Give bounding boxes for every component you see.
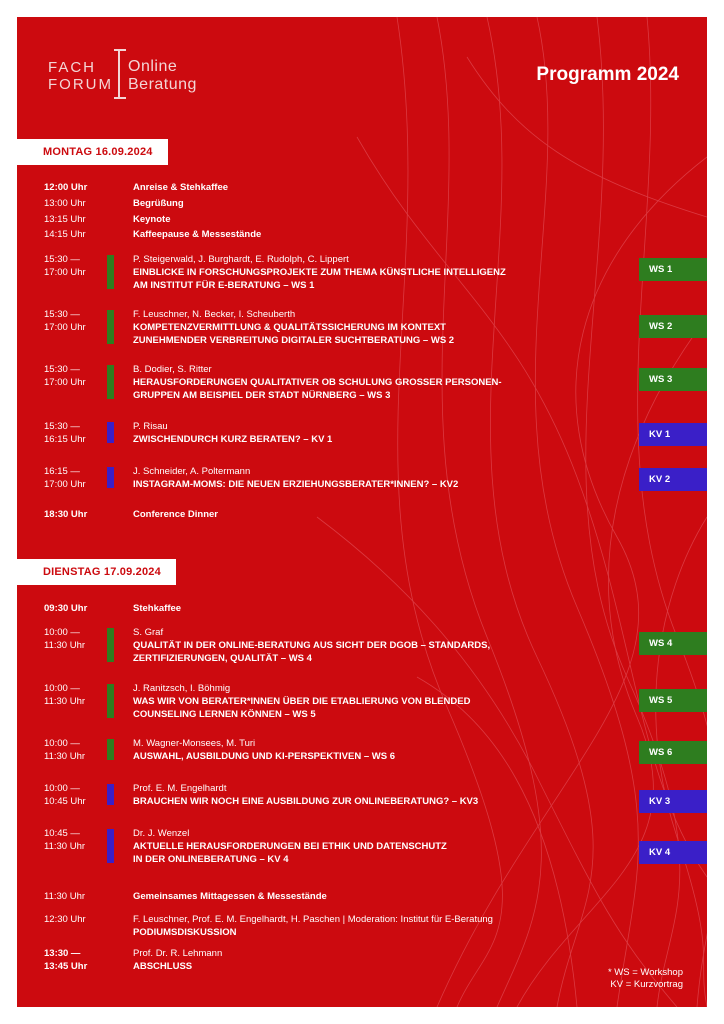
speakers: P. Risau	[133, 421, 168, 432]
time: 13:15 Uhr	[44, 214, 86, 225]
session-title-line: INSTAGRAM-MOMS: DIE NEUEN ERZIEHUNGSBERATER*INNEN? – KV2	[133, 479, 459, 490]
tag-ws1: WS 1	[639, 258, 707, 281]
speakers: Prof. Dr. R. Lehmann	[133, 948, 223, 959]
session-title-line: ZERTIFIZIERUNGEN, QUALITÄT – WS 4	[133, 653, 312, 664]
kurzvortrag-marker	[107, 829, 114, 863]
legend	[608, 967, 683, 991]
logo-text-forum: FORUM	[48, 76, 113, 93]
tag-kv1: KV 1	[639, 423, 707, 446]
time-start: 10:00 —	[44, 783, 80, 794]
tag-kv3: KV 3	[639, 790, 707, 813]
speakers: Prof. E. M. Engelhardt	[133, 783, 227, 794]
session-title-line: HERAUSFORDERUNGEN QUALITATIVER OB SCHULUNG GROSSER PERSONEN-	[133, 377, 502, 388]
session-title: Gemeinsames Mittagessen & Messestände	[133, 891, 327, 902]
logo-text-beratung: Beratung	[128, 76, 197, 93]
time-end: 11:30 Uhr	[44, 841, 86, 852]
session-title-line: COUNSELING LERNEN KÖNNEN – WS 5	[133, 709, 316, 720]
time: 09:30 Uhr	[44, 603, 88, 614]
session-title-line: BRAUCHEN WIR NOCH EINE AUSBILDUNG ZUR ONLINEBERATUNG? – KV3	[133, 796, 479, 807]
speakers: M. Wagner-Monsees, M. Turi	[133, 738, 256, 749]
day-header-monday: MONTAG 16.09.2024	[17, 139, 168, 165]
workshop-marker	[107, 255, 114, 289]
session-title: Begrüßung	[133, 198, 184, 209]
time-end: 17:00 Uhr	[44, 377, 86, 388]
session-title-line: QUALITÄT IN DER ONLINE-BERATUNG AUS SICHT DER DGOB – STANDARDS,	[133, 640, 491, 651]
legend-workshop: * WS = Workshop	[607, 967, 683, 978]
session-title-line: AKTUELLE HERAUSFORDERUNGEN BEI ETHIK UND DATENSCHUTZ	[133, 841, 447, 852]
time: 12:30 Uhr	[44, 914, 86, 925]
session-title-line: GRUPPEN AM BEISPIEL DER STADT NÜRNBERG – WS 3	[133, 390, 391, 401]
time-start: 15:30 —	[44, 309, 80, 320]
workshop-marker	[107, 739, 114, 760]
time-end: 17:00 Uhr	[44, 479, 86, 490]
workshop-marker	[107, 365, 114, 399]
session-title: PODIUMSDISKUSSION	[133, 927, 237, 938]
kurzvortrag-marker	[107, 422, 114, 443]
session-title-line: WAS WIR VON BERATER*INNEN ÜBER DIE ETABLIERUNG VON BLENDED	[133, 696, 471, 707]
session-title: Conference Dinner	[133, 509, 218, 520]
time-start: 16:15 —	[44, 466, 80, 477]
page-title: Programm 2024	[536, 64, 679, 85]
tag-ws5: WS 5	[639, 689, 707, 712]
time-end: 13:45 Uhr	[44, 961, 88, 972]
workshop-marker	[107, 628, 114, 662]
session-title-line: AUSWAHL, AUSBILDUNG UND KI-PERSPEKTIVEN – WS 6	[133, 751, 395, 762]
session-title-line: ZWISCHENDURCH KURZ BERATEN? – KV 1	[133, 434, 333, 445]
time: 11:30 Uhr	[44, 891, 86, 902]
speakers: P. Steigerwald, J. Burghardt, E. Rudolph, C. Lippert	[133, 254, 349, 265]
speakers: Dr. J. Wenzel	[133, 828, 190, 839]
workshop-marker	[107, 310, 114, 344]
kurzvortrag-marker	[107, 467, 114, 488]
time-start: 10:00 —	[44, 738, 80, 749]
tag-ws4: WS 4	[639, 632, 707, 655]
tag-kv4: KV 4	[639, 841, 707, 864]
fachforum-logo	[48, 47, 248, 97]
session-title-line: KOMPETENZVERMITTLUNG & QUALITÄTSSICHERUNG IM KONTEXT	[133, 322, 446, 333]
time-start: 10:45 —	[44, 828, 80, 839]
speakers: F. Leuschner, N. Becker, I. Scheuberth	[133, 309, 296, 320]
session-title-line: ZUNEHMENDER VERBREITUNG DIGITALER SUCHTBERATUNG – WS 2	[133, 335, 455, 346]
session-title: Anreise & Stehkaffee	[133, 182, 229, 193]
time-end: 16:15 Uhr	[44, 434, 86, 445]
time-start: 13:30 —	[44, 948, 81, 959]
time-end: 11:30 Uhr	[44, 640, 86, 651]
session-title: Stehkaffee	[133, 603, 182, 614]
tag-ws6: WS 6	[639, 741, 707, 764]
time-start: 10:00 —	[44, 683, 80, 694]
logo-text-online: Online	[128, 58, 178, 75]
session-title-line: EINBLICKE IN FORSCHUNGSPROJEKTE ZUM THEMA KÜNSTLICHE INTELLIGENZ	[133, 267, 506, 278]
time-end: 11:30 Uhr	[44, 696, 86, 707]
legend-kurzvortrag: KV = Kurzvortrag	[610, 979, 683, 990]
session-title-line: AM INSTITUT FÜR E-BERATUNG – WS 1	[133, 280, 315, 291]
time-start: 15:30 —	[44, 364, 80, 375]
logo-text-fach: FACH	[48, 59, 97, 76]
time-end: 10:45 Uhr	[44, 796, 86, 807]
day-header-tuesday: DIENSTAG 17.09.2024	[17, 559, 176, 585]
session-title: Keynote	[133, 214, 171, 225]
time-start: 10:00 —	[44, 627, 80, 638]
time-start: 15:30 —	[44, 421, 80, 432]
kurzvortrag-marker	[107, 784, 114, 805]
tag-ws2: WS 2	[639, 315, 707, 338]
tag-ws3: WS 3	[639, 368, 707, 391]
time: 12:00 Uhr	[44, 182, 88, 193]
speakers: S. Graf	[133, 627, 164, 638]
time: 13:00 Uhr	[44, 198, 86, 209]
speakers: J. Schneider, A. Poltermann	[133, 466, 251, 477]
speakers: F. Leuschner, Prof. E. M. Engelhardt, H. Paschen | Moderation: Institut für E-Beratung	[133, 914, 493, 925]
speakers: B. Dodier, S. Ritter	[133, 364, 212, 375]
session-title: Kaffeepause & Messestände	[133, 229, 262, 240]
session-title-line: IN DER ONLINEBERATUNG – KV 4	[133, 854, 289, 865]
workshop-marker	[107, 684, 114, 718]
speakers: J. Ranitzsch, I. Böhmig	[133, 683, 231, 694]
time-end: 17:00 Uhr	[44, 267, 86, 278]
time: 14:15 Uhr	[44, 229, 86, 240]
program-poster	[17, 17, 707, 1007]
session-title: ABSCHLUSS	[133, 961, 193, 972]
time-end: 17:00 Uhr	[44, 322, 86, 333]
time-end: 11:30 Uhr	[44, 751, 86, 762]
tag-kv2: KV 2	[639, 468, 707, 491]
time-start: 15:30 —	[44, 254, 80, 265]
time: 18:30 Uhr	[44, 509, 88, 520]
